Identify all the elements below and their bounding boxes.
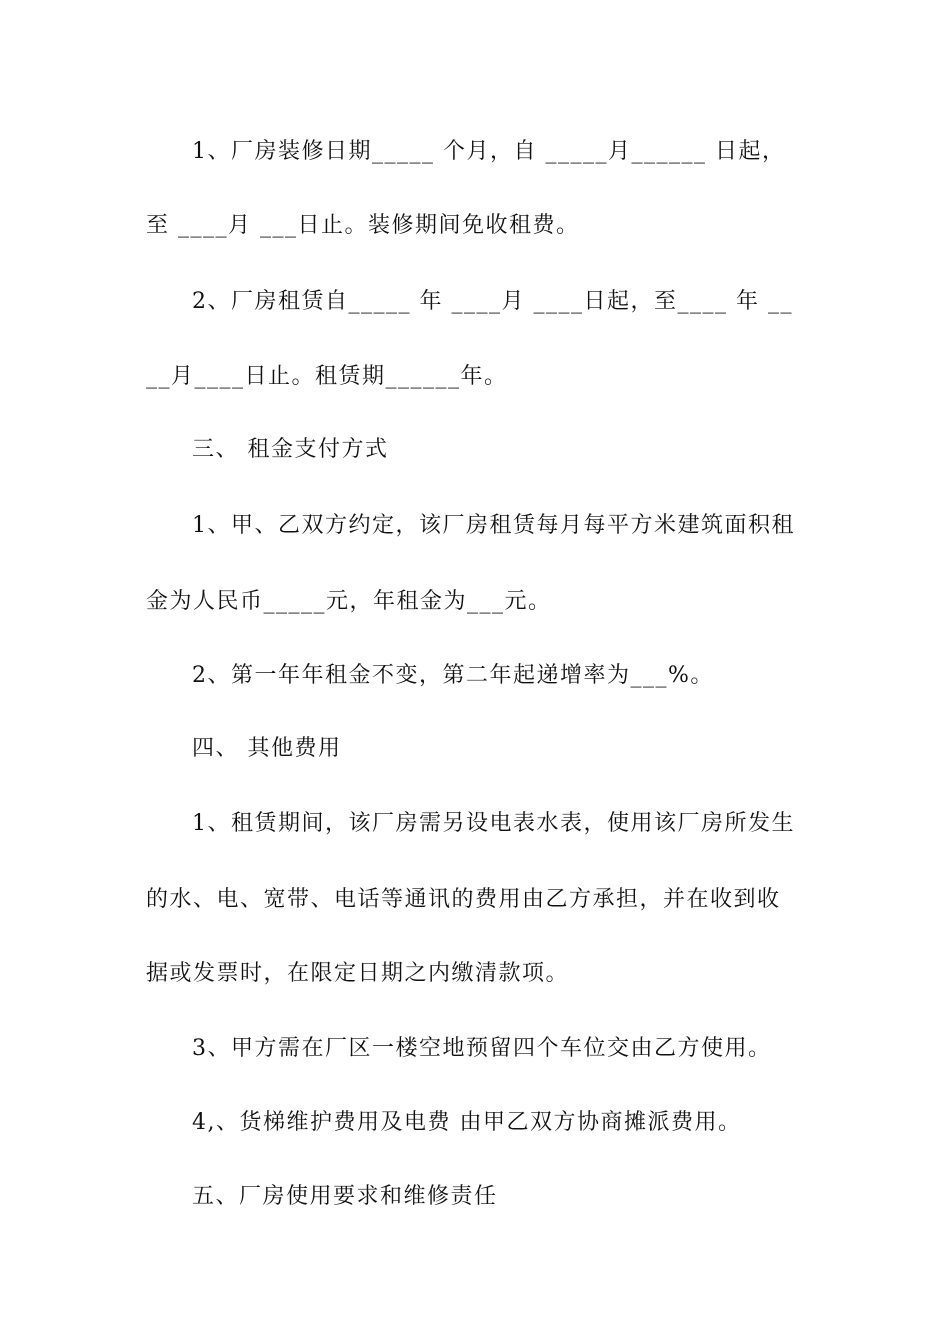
- section-heading-other-fees: 四、 其他费用: [192, 736, 342, 761]
- clause-parking: 3、甲方需在厂区一楼空地预留四个车位交由乙方使用。: [192, 1036, 772, 1061]
- clause-elevator-fees: 4,、货梯维护费用及电费 由甲乙双方协商摊派费用。: [192, 1110, 742, 1135]
- clause-rent-amount-line-2: 金为人民币_____元，年租金为___元。: [146, 589, 552, 614]
- section-heading-rent-payment: 三、 租金支付方式: [192, 437, 389, 462]
- clause-utilities-line-3: 据或发票时，在限定日期之内缴清款项。: [146, 961, 570, 986]
- clause-lease-period-line-2: __月____日止。租赁期______年。: [146, 364, 508, 389]
- section-heading-usage-maintenance: 五、厂房使用要求和维修责任: [192, 1184, 498, 1209]
- clause-utilities-line-1: 1、租赁期间，该厂房需另设电表水表，使用该厂房所发生: [192, 811, 795, 836]
- clause-utilities-line-2: 的水、电、宽带、电话等通讯的费用由乙方承担，并在收到收: [146, 887, 781, 912]
- clause-rent-increase: 2、第一年年租金不变，第二年起递增率为___%。: [192, 663, 714, 688]
- clause-decoration-period-line-2: 至 ____月 ___日止。装修期间免收租费。: [146, 213, 580, 238]
- clause-decoration-period-line-1: 1、厂房装修日期_____ 个月，自 _____月______ 日起，: [192, 139, 786, 164]
- clause-rent-amount-line-1: 1、甲、乙双方约定，该厂房租赁每月每平方米建筑面积租: [192, 513, 795, 538]
- clause-lease-period-line-1: 2、厂房租赁自_____ 年 ____月 ____日起，至____ 年 __: [192, 289, 793, 314]
